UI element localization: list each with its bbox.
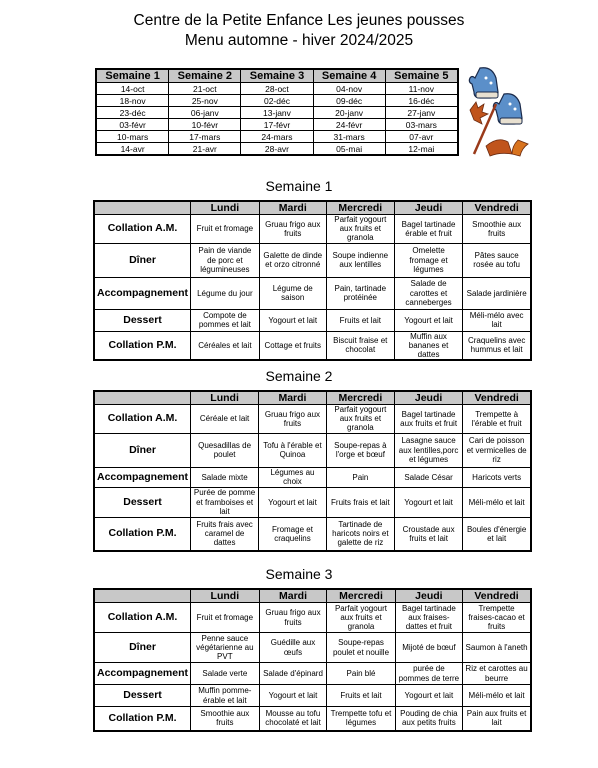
schedule-date: 28-oct <box>241 83 313 95</box>
meal-cell: Légumes au choix <box>259 467 327 487</box>
day-header: Lundi <box>191 391 259 405</box>
meal-cell: Salade mixte <box>191 467 259 487</box>
meal-cell: Salade verte <box>191 663 260 685</box>
meal-label: Dîner <box>94 243 191 277</box>
meal-cell: Bagel tartinade érable et fruit <box>394 215 462 244</box>
meal-cell: Croustade aux fruits et lait <box>394 517 462 551</box>
schedule-date: 03-févr <box>96 119 169 131</box>
schedule-date: 14-oct <box>96 83 169 95</box>
meal-cell: Boules d'énergie et lait <box>463 517 531 551</box>
schedule-date: 23-déc <box>96 107 169 119</box>
meal-cell: Parfait yogourt aux fruits et granola <box>326 215 394 244</box>
meal-row <box>94 707 531 731</box>
meal-cell: Mijoté de bœuf <box>395 633 462 663</box>
meal-cell: Muffin pomme-érable et lait <box>191 685 260 707</box>
leaf-icon <box>470 102 488 124</box>
schedule-date: 25-nov <box>169 95 241 107</box>
meal-row <box>94 685 531 707</box>
meal-cell: Yogourt et lait <box>394 487 462 517</box>
meal-label: Collation A.M. <box>94 405 191 434</box>
meal-cell: Gruau frigo aux fruits <box>259 603 327 633</box>
schedule-date: 05-mai <box>313 143 385 156</box>
meal-row <box>94 433 531 467</box>
meal-cell: Fruits frais et lait <box>326 487 394 517</box>
meal-cell: Méli-mélo et lait <box>463 685 531 707</box>
meal-cell: Soupe indienne aux lentilles <box>326 243 394 277</box>
page-title: Centre de la Petite Enfance Les jeunes pousses <box>133 12 465 29</box>
meal-cell: Biscuit fraise et chocolat <box>326 331 394 360</box>
corner-cell <box>94 589 191 603</box>
schedule-table <box>95 68 459 156</box>
schedule-row <box>96 119 458 131</box>
meal-cell: Compote de pommes et lait <box>191 309 260 331</box>
meal-cell: Cari de poisson et vermicelles de riz <box>463 433 531 467</box>
meal-row <box>94 633 531 663</box>
schedule-date: 31-mars <box>313 131 385 143</box>
mitten-icon <box>493 94 522 124</box>
schedule-date: 10-févr <box>169 119 241 131</box>
meal-cell: Quesadillas de poulet <box>191 433 259 467</box>
meal-label: Collation P.M. <box>94 707 191 731</box>
day-header: Vendredi <box>463 201 531 215</box>
schedule-date: 02-déc <box>241 95 313 107</box>
week-3-title: Semaine 3 <box>265 566 333 582</box>
meal-cell: Trempette à l'érable et fruit <box>463 405 531 434</box>
schedule-date: 21-avr <box>169 143 241 156</box>
schedule-row <box>96 131 458 143</box>
day-header: Mercredi <box>326 391 394 405</box>
schedule-date: 14-avr <box>96 143 169 156</box>
meal-cell: Trempette fraises-cacao et fruits <box>463 603 531 633</box>
meal-cell: Salade de carottes et canneberges <box>394 277 462 309</box>
meal-cell: Smoothie aux fruits <box>463 215 531 244</box>
meal-row <box>94 277 531 309</box>
meal-cell: Tartinade de haricots noirs et galette de riz <box>326 517 394 551</box>
day-header: Mercredi <box>327 589 395 603</box>
schedule-header: Semaine 4 <box>313 69 385 83</box>
day-header: Mardi <box>259 589 327 603</box>
meal-cell: Yogourt et lait <box>394 309 462 331</box>
schedule-date: 17-mars <box>169 131 241 143</box>
meal-label: Dîner <box>94 433 191 467</box>
meal-cell: Saumon à l'aneth <box>463 633 531 663</box>
meal-cell: Galette de dinde et orzo citronné <box>259 243 326 277</box>
meal-cell: Yogourt et lait <box>259 309 326 331</box>
day-header: Mardi <box>259 201 326 215</box>
schedule-row <box>96 143 458 156</box>
meal-cell: Pain, tartinade protéinée <box>326 277 394 309</box>
schedule-date: 12-mai <box>385 143 458 156</box>
meal-cell: Fruits et lait <box>327 685 395 707</box>
schedule-date: 10-mars <box>96 131 169 143</box>
schedule-row <box>96 83 458 95</box>
mitten-icon <box>469 68 498 98</box>
meal-row <box>94 467 531 487</box>
schedule-date: 27-janv <box>385 107 458 119</box>
meal-cell: Céréale et lait <box>191 405 259 434</box>
meal-cell: Fruits frais avec caramel de dattes <box>191 517 259 551</box>
meal-cell: Omelette fromage et légumes <box>394 243 462 277</box>
schedule-date: 04-nov <box>313 83 385 95</box>
meal-cell: Haricots verts <box>463 467 531 487</box>
day-header: Jeudi <box>394 201 462 215</box>
day-header: Lundi <box>191 201 260 215</box>
day-header: Jeudi <box>394 391 462 405</box>
meal-cell: Bagel tartinade aux fruits et fruit <box>394 405 462 434</box>
schedule-date: 24-févr <box>313 119 385 131</box>
corner-cell <box>94 391 191 405</box>
meal-cell: Trempette tofu et légumes <box>327 707 395 731</box>
meal-cell: Fromage et craquelins <box>259 517 327 551</box>
schedule-header: Semaine 3 <box>241 69 313 83</box>
meal-cell: Méli-mélo et lait <box>463 487 531 517</box>
schedule-date: 24-mars <box>241 131 313 143</box>
meal-label: Accompagnement <box>94 467 191 487</box>
meal-cell: Pain de viande de porc et légumineuses <box>191 243 260 277</box>
meal-cell: Purée de pomme et framboises et lait <box>191 487 259 517</box>
schedule-date: 03-mars <box>385 119 458 131</box>
meal-cell: Gruau frigo aux fruits <box>259 215 326 244</box>
day-header: Vendredi <box>463 391 531 405</box>
meal-cell: Gruau frigo aux fruits <box>259 405 327 434</box>
meal-cell: Salade d'épinard <box>259 663 327 685</box>
meal-cell: purée de pommes de terre <box>395 663 462 685</box>
meal-cell: Craquelins avec hummus et lait <box>463 331 531 360</box>
meal-row <box>94 517 531 551</box>
meal-label: Collation P.M. <box>94 517 191 551</box>
page-subtitle: Menu automne - hiver 2024/2025 <box>184 32 414 49</box>
meal-label: Dîner <box>94 633 191 663</box>
meal-cell: Soupe-repas poulet et nouille <box>327 633 395 663</box>
meal-cell: Parfait yogourt aux fruits et granola <box>326 405 394 434</box>
meal-cell: Riz et carottes au beurre <box>463 663 531 685</box>
meal-cell: Tofu à l'érable et Quinoa <box>259 433 327 467</box>
meal-cell: Mousse au tofu chocolaté et lait <box>259 707 327 731</box>
meal-cell: Yogourt et lait <box>259 487 327 517</box>
schedule-date: 28-avr <box>241 143 313 156</box>
meal-label: Collation A.M. <box>94 215 191 244</box>
schedule-date: 11-nov <box>385 83 458 95</box>
schedule-header: Semaine 2 <box>169 69 241 83</box>
meal-cell: Fruit et fromage <box>191 215 260 244</box>
week-3-table <box>93 588 532 732</box>
meal-cell: Smoothie aux fruits <box>191 707 260 731</box>
winter-decoration <box>466 64 536 160</box>
schedule-row <box>96 107 458 119</box>
meal-label: Dessert <box>94 487 191 517</box>
meal-label: Dessert <box>94 685 191 707</box>
meal-cell: Fruits et lait <box>326 309 394 331</box>
meal-cell: Guédille aux œufs <box>259 633 327 663</box>
meal-cell: Légume de saison <box>259 277 326 309</box>
meal-cell: Pâtes sauce rosée au tofu <box>463 243 531 277</box>
meal-cell: Soupe-repas à l'orge et bœuf <box>326 433 394 467</box>
meal-label: Accompagnement <box>94 663 191 685</box>
meal-row <box>94 487 531 517</box>
schedule-date: 18-nov <box>96 95 169 107</box>
meal-cell: Cottage et fruits <box>259 331 326 360</box>
day-header: Vendredi <box>463 589 531 603</box>
meal-row <box>94 331 531 360</box>
meal-row <box>94 405 531 434</box>
schedule-date: 09-déc <box>313 95 385 107</box>
meal-label: Collation P.M. <box>94 331 191 360</box>
schedule-date: 13-janv <box>241 107 313 119</box>
meal-cell: Pouding de chia aux petits fruits <box>395 707 462 731</box>
schedule-date: 16-déc <box>385 95 458 107</box>
day-header: Mardi <box>259 391 327 405</box>
meal-label: Dessert <box>94 309 191 331</box>
meal-cell: Pain blé <box>327 663 395 685</box>
meal-label: Accompagnement <box>94 277 191 309</box>
week-2-title: Semaine 2 <box>265 368 333 384</box>
meal-row <box>94 663 531 685</box>
meal-cell: Méli-mélo avec lait <box>463 309 531 331</box>
meal-cell: Légume du jour <box>191 277 260 309</box>
meal-cell: Muffin aux bananes et dattes <box>394 331 462 360</box>
meal-cell: Yogourt et lait <box>259 685 327 707</box>
schedule-date: 20-janv <box>313 107 385 119</box>
schedule-date: 06-janv <box>169 107 241 119</box>
schedule-header: Semaine 1 <box>96 69 169 83</box>
day-header: Jeudi <box>395 589 462 603</box>
schedule-date: 17-févr <box>241 119 313 131</box>
meal-cell: Parfait yogourt aux fruits et granola <box>327 603 395 633</box>
schedule-date: 07-avr <box>385 131 458 143</box>
schedule-header: Semaine 5 <box>385 69 458 83</box>
meal-cell: Pain <box>326 467 394 487</box>
week-1-table <box>93 200 532 361</box>
day-header: Lundi <box>191 589 260 603</box>
schedule-row <box>96 95 458 107</box>
day-header: Mercredi <box>326 201 394 215</box>
meal-cell: Bagel tartinade aux fraises-dattes et fruit <box>395 603 462 633</box>
week-2-table <box>93 390 532 552</box>
meal-cell: Fruit et fromage <box>191 603 260 633</box>
meal-cell: Pain aux fruits et lait <box>463 707 531 731</box>
meal-cell: Penne sauce végétarienne au PVT <box>191 633 260 663</box>
meal-row <box>94 243 531 277</box>
meal-row <box>94 309 531 331</box>
meal-cell: Lasagne sauce aux lentilles,porc et légumes <box>394 433 462 467</box>
corner-cell <box>94 201 191 215</box>
schedule-date: 21-oct <box>169 83 241 95</box>
meal-cell: Céréales et lait <box>191 331 260 360</box>
meal-cell: Yogourt et lait <box>395 685 462 707</box>
meal-cell: Salade César <box>394 467 462 487</box>
meal-cell: Salade jardinière <box>463 277 531 309</box>
meal-label: Collation A.M. <box>94 603 191 633</box>
week-1-title: Semaine 1 <box>265 178 333 194</box>
meal-row <box>94 603 531 633</box>
meal-row <box>94 215 531 244</box>
